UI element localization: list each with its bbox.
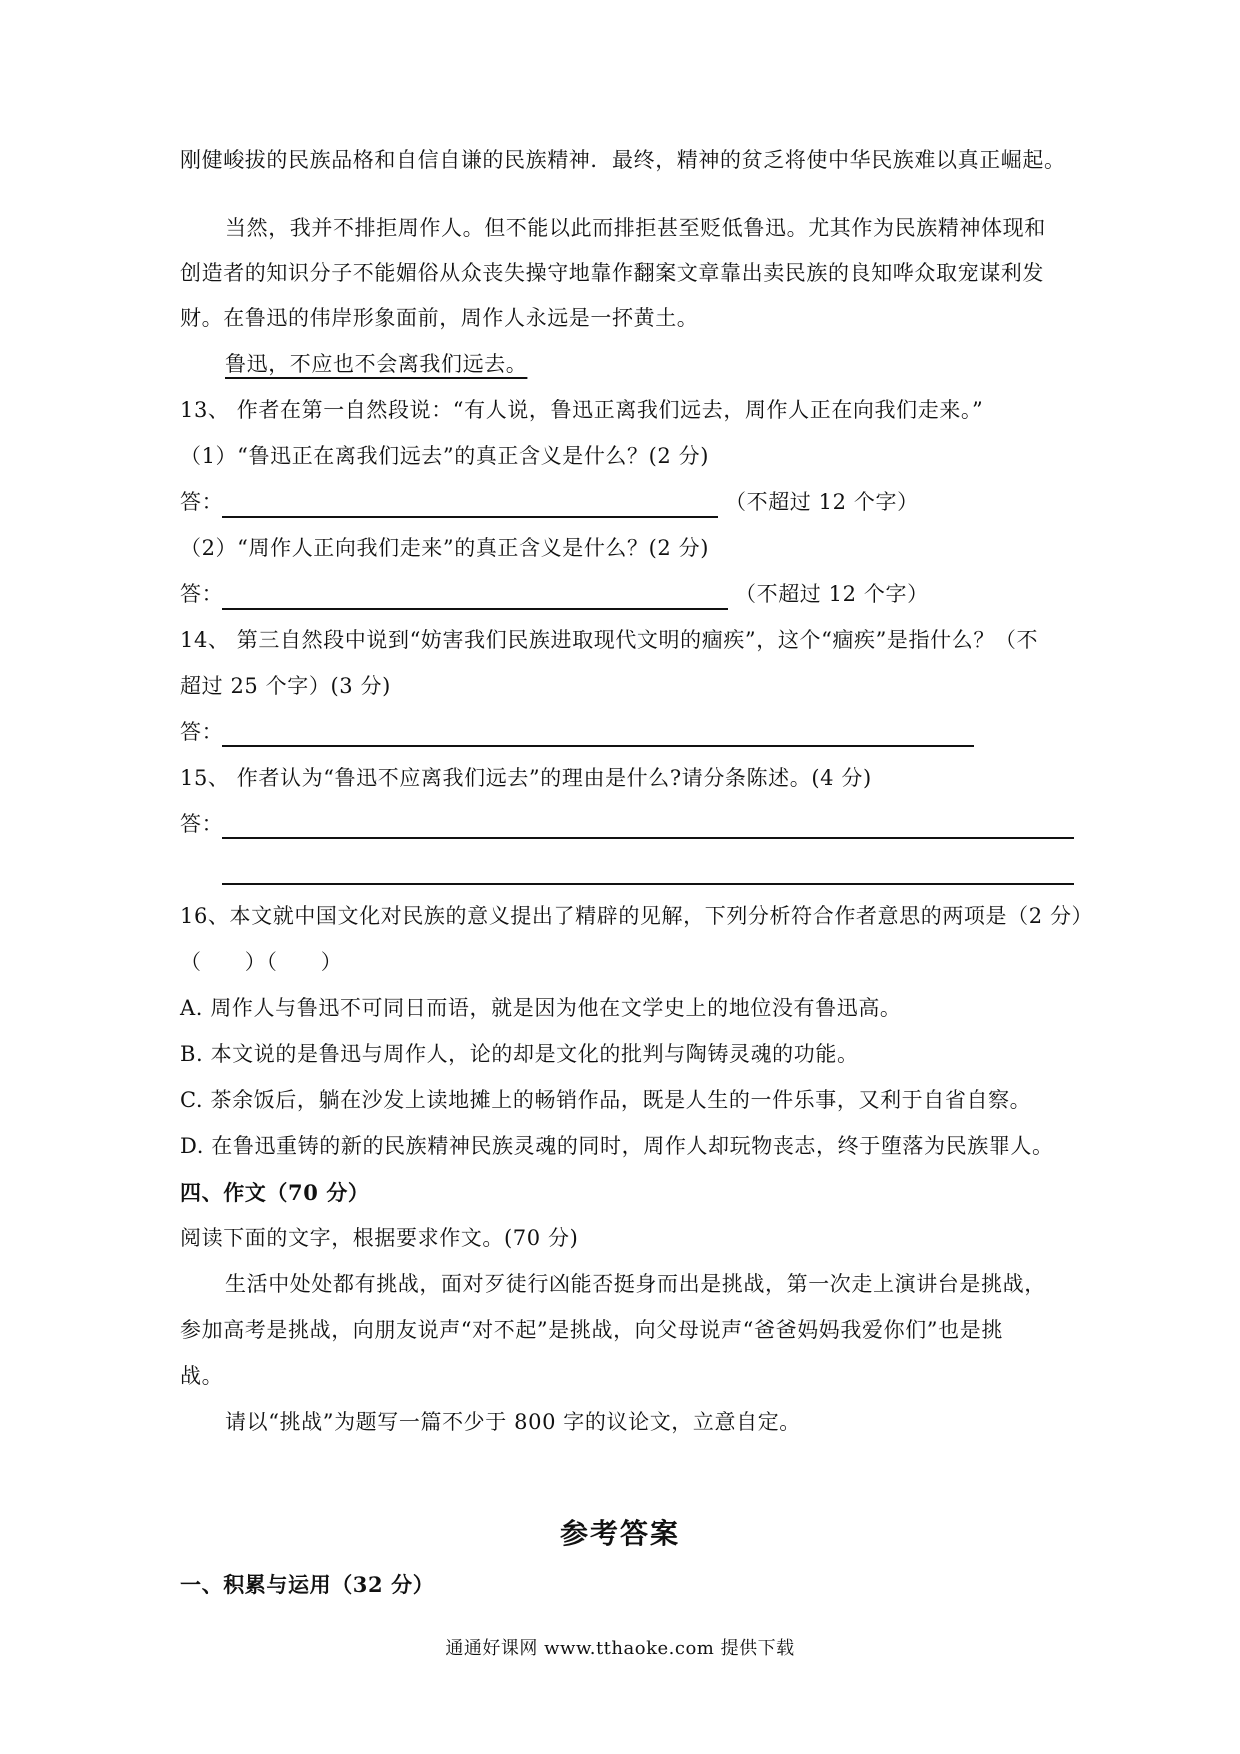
- answer-blank-13-2[interactable]: [222, 608, 728, 610]
- option-b: B. 本文说的是鲁迅与周作人，论的却是文化的批判与陶铸灵魂的功能。: [180, 1042, 859, 1066]
- answer-blank-15-line-2[interactable]: [222, 883, 1074, 885]
- answers-section-heading: 一、积累与运用（32 分）: [180, 1572, 435, 1597]
- option-c: C. 茶余饭后，躺在沙发上读地摊上的畅销作品，既是人生的一件乐事，又利于自省自察。: [180, 1088, 1032, 1112]
- answer-label: 答：: [180, 812, 224, 836]
- question-14-line: 14、 第三自然段中说到“妨害我们民族进取现代文明的痼疾”，这个“痼疾”是指什么？（不: [180, 628, 1039, 652]
- word-limit-note: （不超过 12 个字）: [725, 490, 919, 514]
- word-limit-note: （不超过 12 个字）: [735, 582, 929, 606]
- question-16-line: 16、本文就中国文化对民族的意义提出了精辟的见解，下列分析符合作者意思的两项是（2 分）: [180, 904, 1094, 928]
- paragraph-line: 财。在鲁迅的伟岸形象面前，周作人永远是一抔黄土。: [180, 306, 699, 330]
- underlined-conclusion: 鲁迅，不应也不会离我们远去。: [225, 352, 528, 376]
- essay-material-line: 生活中处处都有挑战，面对歹徒行凶能否挺身而出是挑战，第一次走上演讲台是挑战，: [225, 1272, 1046, 1296]
- paragraph-line: 当然，我并不排拒周作人。但不能以此而排拒甚至贬低鲁迅。尤其作为民族精神体现和: [225, 216, 1046, 240]
- section-heading: 四、作文（70 分）: [180, 1180, 370, 1205]
- option-a: A. 周作人与鲁迅不可同日而语，就是因为他在文学史上的地位没有鲁迅高。: [180, 996, 902, 1020]
- essay-prompt: 请以“挑战”为题写一篇不少于 800 字的议论文，立意自定。: [225, 1410, 801, 1434]
- question-13-2: （2）“周作人正向我们走来”的真正含义是什么？(2 分): [180, 536, 710, 560]
- option-d: D. 在鲁迅重铸的新的民族精神民族灵魂的同时，周作人却玩物丧志，终于堕落为民族罪人。: [180, 1134, 1054, 1158]
- answer-label: 答：: [180, 582, 224, 606]
- question-16-choice-brackets[interactable]: （ ）（ ）: [180, 950, 343, 974]
- question-13: 13、 作者在第一自然段说：“有人说，鲁迅正离我们远去，周作人正在向我们走来。”: [180, 398, 984, 422]
- essay-material-line: 参加高考是挑战，向朋友说声“对不起”是挑战，向父母说声“爸爸妈妈我爱你们”也是挑: [180, 1318, 1003, 1342]
- essay-material-line: 战。: [180, 1364, 224, 1388]
- paragraph-line: 刚健峻拔的民族品格和自信自谦的民族精神．最终，精神的贫乏将使中华民族难以真正崛起。: [180, 148, 1066, 172]
- question-13-1: （1）“鲁迅正在离我们远去”的真正含义是什么？(2 分): [180, 444, 710, 468]
- page-footer: 通通好课网 www.tthaoke.com 提供下载: [445, 1638, 795, 1659]
- question-14-line: 超过 25 个字）(3 分): [180, 674, 391, 698]
- answer-label: 答：: [180, 720, 224, 744]
- question-15: 15、 作者认为“鲁迅不应离我们远去”的理由是什么?请分条陈述。(4 分): [180, 766, 872, 790]
- answers-title: 参考答案: [559, 1517, 680, 1550]
- paragraph-line: 创造者的知识分子不能媚俗从众丧失操守地靠作翻案文章靠出卖民族的良知哗众取宠谋利发: [180, 261, 1044, 285]
- instruction: 阅读下面的文字，根据要求作文。(70 分): [180, 1226, 579, 1250]
- answer-blank-15-line-1[interactable]: [222, 837, 1074, 839]
- answer-blank-14[interactable]: [222, 745, 974, 747]
- answer-label: 答：: [180, 490, 224, 514]
- answer-blank-13-1[interactable]: [222, 516, 718, 518]
